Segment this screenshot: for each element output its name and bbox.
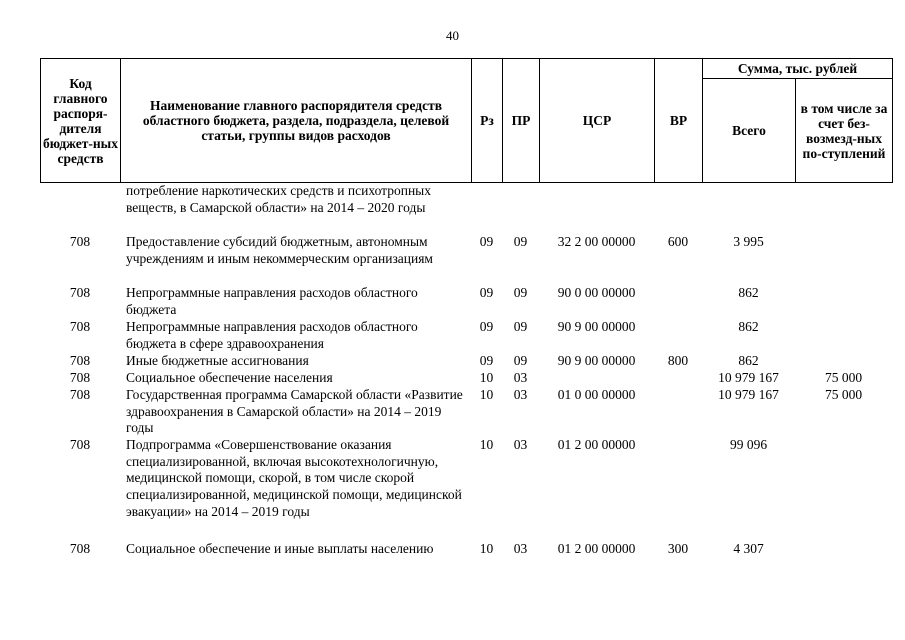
cell-total: 862 (738, 353, 759, 368)
header-rz: Рз (472, 59, 503, 183)
cell-pr: 09 (513, 353, 528, 368)
cell-code: 708 (69, 285, 91, 300)
table-row (40, 541, 892, 575)
table-row (40, 370, 892, 387)
cell-code: 708 (69, 319, 91, 334)
table-body (40, 183, 892, 575)
cell-rz: 09 (479, 285, 494, 300)
cell-code: 708 (69, 541, 91, 556)
header-total: Всего (703, 79, 796, 183)
cell-name: Непрограммные направления расходов областного бюджета (126, 285, 418, 317)
header-csr: ЦСР (540, 59, 655, 183)
cell-csr: 01 2 00 00000 (557, 541, 636, 556)
header-free: в том числе за счет без-возмезд-ных по-ступлений (796, 79, 893, 183)
cell-total: 862 (738, 319, 759, 334)
cell-csr: 32 2 00 00000 (557, 234, 636, 249)
cell-rz: 10 (479, 370, 494, 385)
table-row (40, 387, 892, 437)
cell-pr: 03 (513, 370, 528, 385)
table-row (40, 319, 892, 353)
cell-code: 708 (69, 234, 91, 249)
cell-free: 75 000 (824, 387, 863, 402)
table-header (40, 58, 893, 183)
cell-rz: 10 (479, 437, 494, 452)
cell-rz: 09 (479, 234, 494, 249)
cell-rz: 09 (479, 353, 494, 368)
table-row (40, 353, 892, 370)
cell-total: 862 (738, 285, 759, 300)
cell-code: 708 (69, 387, 91, 402)
cell-csr: 90 0 00 00000 (557, 285, 636, 300)
cell-pr: 09 (513, 285, 528, 300)
cell-name: Подпрограмма «Совершенствование оказания специализированной, включая высокотехнологичную, медицинской помощи, скорой, в том числе скорой специализированной, медицинской помощи, медицинской эвакуации» на 2014 – 2019 годы (126, 437, 462, 519)
cell-total: 3 995 (733, 234, 764, 249)
cell-name: Государственная программа Самарской области «Развитие здравоохранения в Самарской области» на 2014 – 2019 годы (126, 387, 463, 436)
cell-rz: 10 (479, 541, 494, 556)
header-vr: ВР (655, 59, 703, 183)
cell-free: 75 000 (824, 370, 863, 385)
cell-name: Иные бюджетные ассигнования (126, 353, 309, 368)
header-code: Код главного распоря-дителя бюджет-ных средств (41, 59, 121, 183)
cell-vr: 600 (667, 234, 689, 249)
cell-name: Непрограммные направления расходов областного бюджета в сфере здравоохранения (126, 319, 418, 351)
table-row (40, 234, 892, 285)
cell-pr: 03 (513, 437, 528, 452)
cell-rz: 09 (479, 319, 494, 334)
cell-name: Социальное обеспечение и иные выплаты населению (126, 541, 434, 556)
cell-vr: 300 (667, 541, 689, 556)
cell-total: 4 307 (733, 541, 764, 556)
cell-name: потребление наркотических средств и психотропных веществ, в Самарской области» на 2014 – 2020 годы (126, 183, 431, 215)
cell-total: 99 096 (729, 437, 768, 452)
cell-code: 708 (69, 353, 91, 368)
cell-total: 10 979 167 (718, 387, 779, 402)
table-row (40, 437, 892, 541)
cell-csr: 90 9 00 00000 (557, 353, 636, 368)
cell-rz: 10 (479, 387, 494, 402)
header-name: Наименование главного распорядителя средств областного бюджета, раздела, подраздела, целевой статьи, группы видов расходов (121, 59, 472, 183)
cell-pr: 03 (513, 387, 528, 402)
cell-code: 708 (69, 370, 91, 385)
header-pr: ПР (503, 59, 540, 183)
cell-csr: 90 9 00 00000 (557, 319, 636, 334)
cell-name: Предоставление субсидий бюджетным, автономным учреждениям и иным некоммерческим организациям (126, 234, 433, 266)
cell-csr: 01 2 00 00000 (557, 437, 636, 452)
cell-name: Социальное обеспечение населения (126, 370, 333, 385)
cell-pr: 09 (513, 234, 528, 249)
cell-code: 708 (69, 437, 91, 452)
table-row (40, 183, 892, 234)
page-number: 40 (446, 28, 459, 43)
cell-pr: 03 (513, 541, 528, 556)
cell-total: 10 979 167 (718, 370, 779, 385)
cell-vr: 800 (667, 353, 689, 368)
cell-csr: 01 0 00 00000 (557, 387, 636, 402)
table-row (40, 285, 892, 319)
header-sum: Сумма, тыс. рублей (703, 59, 893, 79)
cell-pr: 09 (513, 319, 528, 334)
